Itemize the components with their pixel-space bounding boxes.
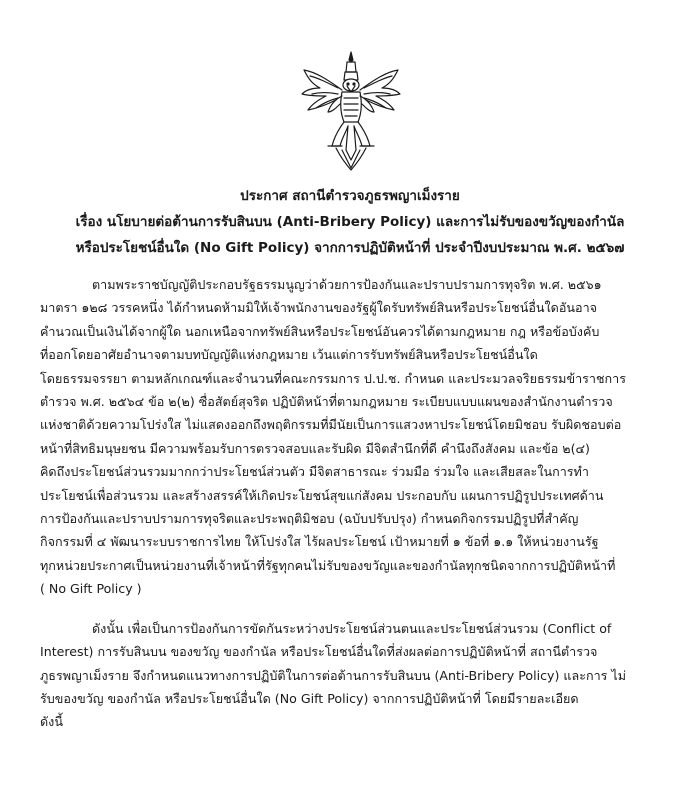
paragraph-line: ตำรวจ พ.ศ. ๒๕๖๔ ข้อ ๒(๒) ซื่อสัตย์สุจริต ปฏิบัติหน้าที่ตามกฎหมาย ระเบียบแบบแผนของสำนักงานตำรวจ [40,394,613,410]
paragraph-line: โดยธรรมจรรยา ตามหลักเกณฑ์และจำนวนที่คณะกรรมการ ป.ป.ช. กำหนด และประมวลจริยธรรมข้าราชการ [40,370,627,386]
paragraph-line: มาตรา ๑๒๘ วรรคหนึ่ง ได้กำหนดห้ามมิให้เจ้าพนักงานของรัฐผู้ใดรับทรัพย์สินหรือประโยชน์อื่นใดอันอาจ [40,300,598,316]
paragraph-line: รับของขวัญ ของกำนัล หรือประโยชน์อื่นใด (No Gift Policy) จากการปฏิบัติหน้าที่ โดยมีรายละเอียด [40,690,579,706]
paragraph-line: ตามพระราชบัญญัติประกอบรัฐธรรมนูญว่าด้วยการป้องกันและปราบปรามการทุจริต พ.ศ. ๒๕๖๑ [92,277,602,292]
paragraph-line: ทุกหน่วยประกาศเป็นหน่วยงานที่เจ้าหน้าที่รัฐทุกคนไม่รับของขวัญและของกำนัลทุกชนิดจากการปฏิบัติหน้าที่ [40,557,616,573]
paragraph-line: Interest) การรับสินบน ของขวัญ ของกำนัล หรือประโยชน์อื่นใดที่ส่งผลต่อการปฏิบัติหน้าที่ สถานีตำรวจ [40,644,598,660]
title-line-2: เรื่อง นโยบายต่อต้านการรับสินบน (Anti-Bribery Policy) และการไม่รับของขวัญของกำนัล [75,214,625,230]
paragraph-line: ที่ออกโดยอาศัยอำนาจตามบทบัญญัติแห่งกฎหมาย เว้นแต่การรับทรัพย์สินหรือประโยชน์อื่นใด [40,347,538,363]
paragraph-policy-statement [40,617,660,734]
announcement-title [40,183,660,261]
title-line-3: หรือประโยชน์อื่นใด (No Gift Policy) จากการปฏิบัติหน้าที่ ประจำปีงบประมาณ พ.ศ. ๒๕๖๗ [75,240,625,256]
paragraph-line: คิดถึงประโยชน์ส่วนรวมมากกว่าประโยชน์ส่วนตัว มีจิตสาธารณะ ร่วมมือ ร่วมใจ และเสียสละในการทำ [40,464,589,480]
paragraph-line: ภูธรพญาเม็งราย จึงกำหนดแนวทางการปฏิบัติในการต่อต้านการรับสินบน (Anti-Bribery Policy) และการ ไม่ [40,667,627,683]
paragraph-legal-basis [40,273,660,601]
paragraph-line: ดังนี้ [40,714,63,730]
paragraph-line: คำนวณเป็นเงินได้จากผู้ใด นอกเหนือจากทรัพย์สินหรือประโยชน์อันควรได้ตามกฎหมาย กฎ หรือข้อบังคับ [40,323,600,339]
paragraph-line: หน้าที่สิทธิมนุษยชน มีความพร้อมรับการตรวจสอบและรับผิด มีจิตสำนึกที่ดี คำนึงถึงสังคม และข้อ ๒(๔) [40,440,590,456]
garuda-emblem-icon [298,50,404,172]
paragraph-line: การป้องกันและปราบปรามการทุจริตและประพฤติมิชอบ (ฉบับปรับปรุง) กำหนดกิจกรรมปฏิรูปที่สำคัญ [40,511,579,527]
paragraph-line: แห่งชาติด้วยความโปร่งใส ไม่แสดงออกถึงพฤติกรรมที่มีนัยเป็นการแสวงหาประโยชน์โดยมิชอบ รับผิดชอบต่อ [40,417,622,433]
paragraph-line: ดังนั้น เพื่อเป็นการป้องกันการขัดกันระหว่างประโยชน์ส่วนตนและประโยชน์ส่วนรวม (Conflict of [92,620,612,636]
paragraph-line: ( No Gift Policy ) [40,581,142,597]
paragraph-line: กิจกรรมที่ ๔ พัฒนาระบบราชการไทย ให้โปร่งใส ไร้ผลประโยชน์ เป้าหมายที่ ๑ ข้อที่ ๑.๑ ให้หน่วยงานรัฐ [40,534,599,550]
title-line-1: ประกาศ สถานีตำรวจภูธรพญาเม็งราย [240,188,460,204]
announcement-body [40,273,660,734]
paragraph-line: ประโยชน์เพื่อส่วนรวม และสร้างสรรค์ให้เกิดประโยชน์สุขแก่สังคม ประกอบกับ แผนการปฏิรูปประเทศด้าน [40,487,604,503]
